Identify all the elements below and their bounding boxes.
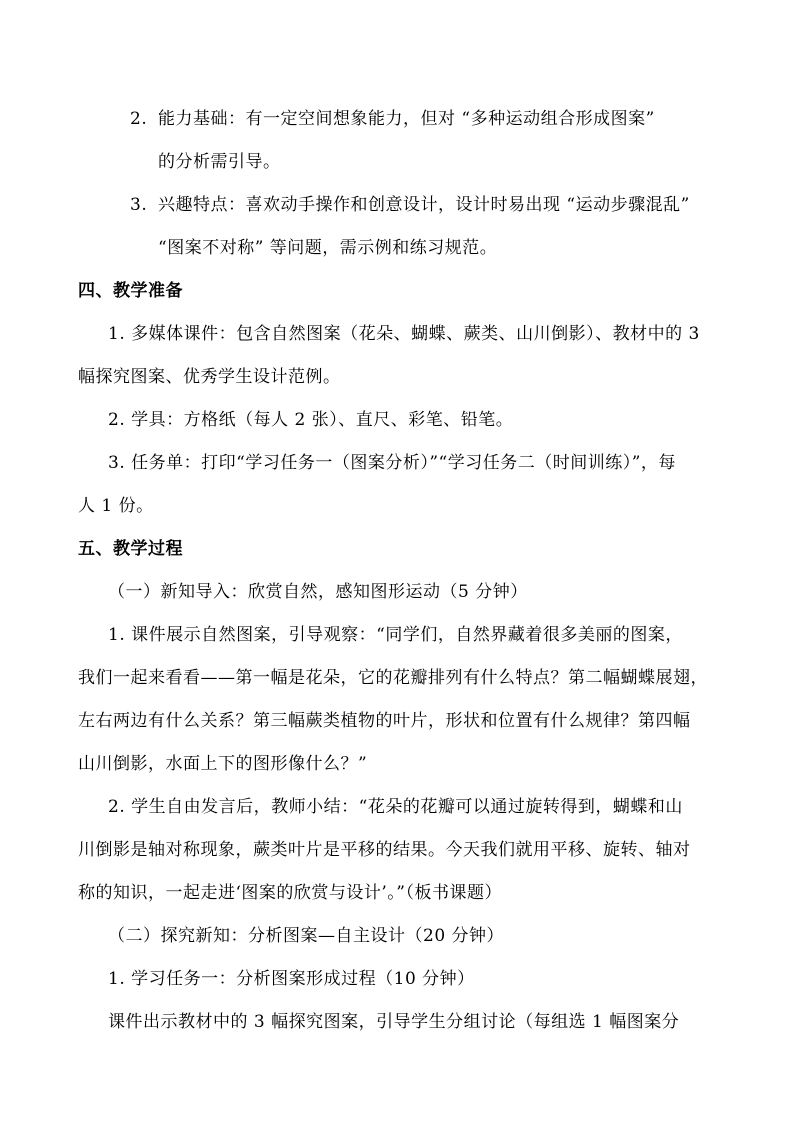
list-item-2-number: 2. — [130, 109, 148, 129]
subsection-2-heading: （二）探究新知：分析图案—自主设计（20 分钟） — [108, 926, 505, 946]
section-5-p1-line1: 1. 课件展示自然图案，引导观察：“同学们，自然界藏着很多美丽的图案， — [108, 625, 683, 645]
task-1-heading: 1. 学习任务一：分析图案形成过程（10 分钟） — [108, 969, 475, 989]
section-4-p2: 2. 学具：方格纸（每人 2 张）、直尺、彩笔、铅笔。 — [108, 410, 514, 430]
section-4-p1-line2: 幅探究图案、优秀学生设计范例。 — [78, 367, 341, 387]
section-4-p1-line1: 1. 多媒体课件：包含自然图案（花朵、蝴蝶、蕨类、山川倒影）、教材中的 3 — [108, 324, 700, 344]
section-5-p3-line1: 课件出示教材中的 3 幅探究图案，引导学生分组讨论（每组选 1 幅图案分 — [108, 1012, 680, 1032]
list-item-2-line1 — [130, 107, 655, 131]
section-4-p3-line2: 人 1 份。 — [78, 496, 154, 516]
section-5-p2-line3: 称的知识，一起走进‘图案的欣赏与设计’。”（板书课题） — [78, 883, 502, 903]
list-item-3-number: 3. — [130, 195, 148, 215]
section-5-p2-line2: 川倒影是轴对称现象，蕨类叶片是平移的结果。今天我们就用平移、旋转、轴对 — [78, 840, 691, 860]
list-item-3-line2: “图案不对称” 等问题，需示例和练习规范。 — [158, 238, 498, 258]
section-4-heading: 四、教学准备 — [78, 281, 183, 301]
list-item-3-line1 — [130, 193, 690, 217]
section-4-p3-line1: 3. 任务单：打印“学习任务一（图案分析）”“学习任务二（时间训练）”，每 — [108, 453, 676, 473]
section-5-p2-line1: 2. 学生自由发言后，教师小结：“花朵的花瓣可以通过旋转得到，蝴蝶和山 — [108, 797, 683, 817]
list-item-2-text: 能力基础：有一定空间想象能力，但对 “多种运动组合形成图案” — [158, 109, 655, 129]
subsection-1-heading: （一）新知导入：欣赏自然，感知图形运动（5 分钟） — [108, 582, 528, 602]
section-5-p1-line4: 山川倒影，水面上下的图形像什么？” — [78, 754, 368, 774]
section-5-p1-line2: 我们一起来看看——第一幅是花朵，它的花瓣排列有什么特点？第二幅蝴蝶展翅， — [78, 668, 708, 688]
list-item-3-text: 兴趣特点：喜欢动手操作和创意设计，设计时易出现 “运动步骤混乱” — [158, 195, 690, 215]
list-item-2-line2: 的分析需引导。 — [158, 152, 281, 172]
section-5-p1-line3: 左右两边有什么关系？第三幅蕨类植物的叶片，形状和位置有什么规律？第四幅 — [78, 711, 691, 731]
section-5-heading: 五、教学过程 — [78, 539, 183, 559]
